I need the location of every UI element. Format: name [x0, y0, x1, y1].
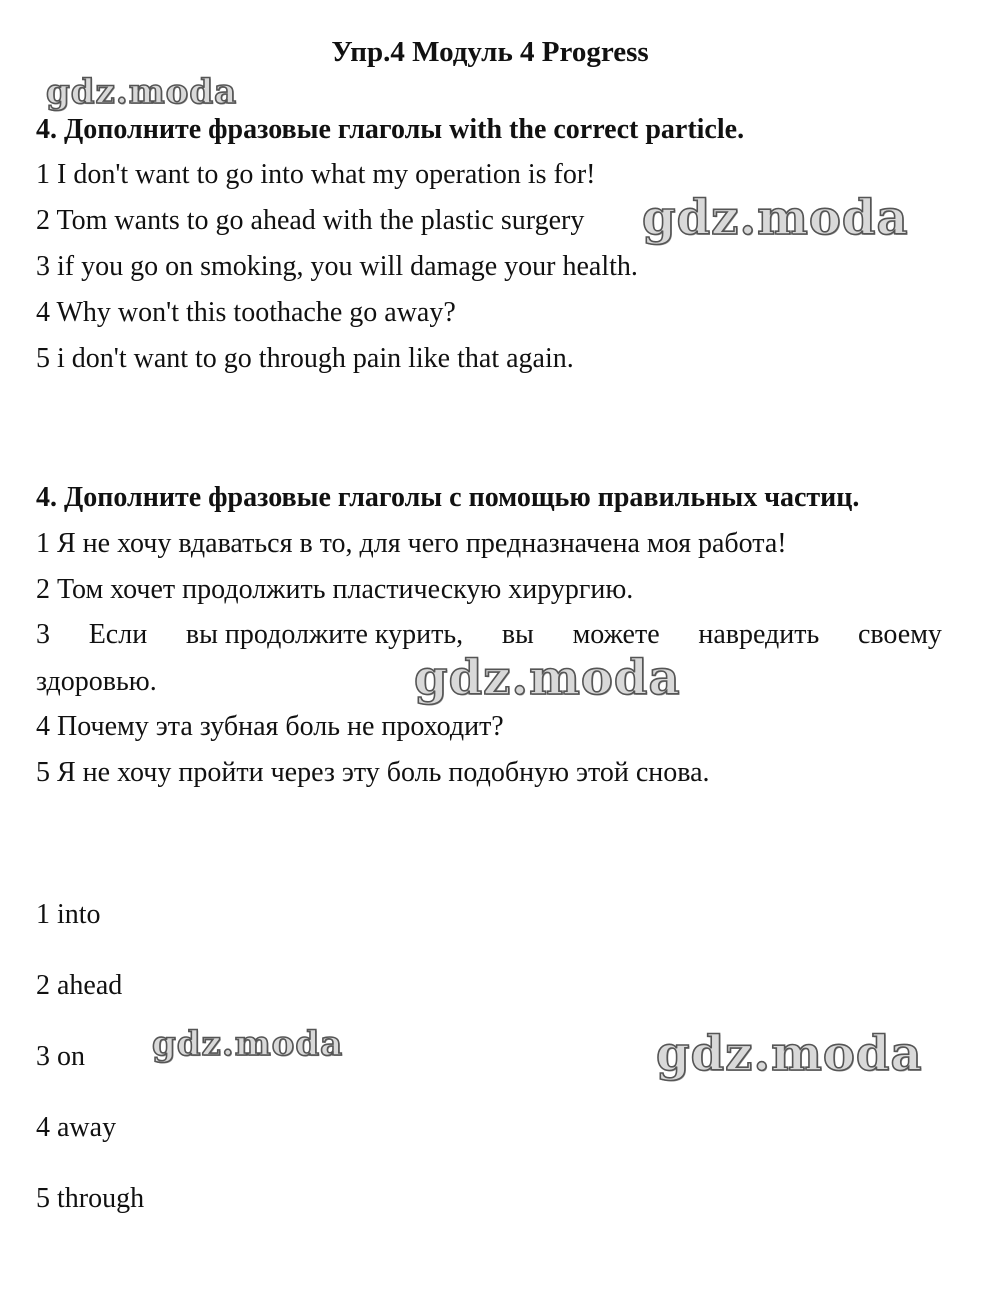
english-item-3: 3 if you go on smoking, you will damage your health.	[36, 251, 638, 282]
russian-heading: 4. Дополните фразовые глаголы с помощью правильных частиц.	[36, 482, 860, 513]
english-item-5: 5 i don't want to go through pain like that again.	[36, 343, 574, 374]
russian-item-1: 1 Я не хочу вдаваться в то, для чего предназначена моя работа!	[36, 528, 787, 559]
watermark: gdz.moda	[642, 190, 909, 246]
answer-1: 1 into	[36, 899, 101, 930]
answer-5: 5 through	[36, 1183, 145, 1214]
russian-item-3-word: вы	[501, 619, 534, 650]
english-item-1: 1 I don't want to go into what my operation is for!	[36, 159, 596, 190]
russian-item-4: 4 Почему эта зубная боль не проходит?	[36, 711, 504, 742]
english-heading: 4. Дополните фразовые глаголы with the correct particle.	[36, 114, 745, 145]
watermark: gdz.moda	[152, 1024, 344, 1064]
answer-2: 2 ahead	[36, 970, 123, 1001]
english-item-4: 4 Why won't this toothache go away?	[36, 297, 456, 328]
russian-item-3	[36, 617, 942, 653]
answer-4: 4 away	[36, 1112, 117, 1143]
english-item-2: 2 Tom wants to go ahead with the plastic surgery	[36, 205, 585, 236]
watermark: gdz.moda	[414, 650, 681, 706]
answer-3: 3 on	[36, 1041, 85, 1072]
russian-item-3-word: Если	[88, 619, 148, 650]
russian-item-3-word: можете	[572, 619, 660, 650]
watermark: gdz.moda	[656, 1026, 923, 1082]
russian-item-3-word: своему	[857, 619, 942, 650]
russian-item-3-word: навредить	[698, 619, 820, 650]
page-title: Упр.4 Модуль 4 Progress	[331, 36, 649, 68]
watermark: gdz.moda	[46, 72, 238, 112]
russian-item-5: 5 Я не хочу пройти через эту боль подобную этой снова.	[36, 757, 710, 788]
russian-item-2: 2 Том хочет продолжить пластическую хирургию.	[36, 574, 634, 605]
russian-item-3-continuation: здоровью.	[36, 666, 157, 697]
russian-item-3-word: 3	[36, 619, 50, 650]
russian-item-3-word: вы продолжите курить,	[185, 619, 464, 650]
